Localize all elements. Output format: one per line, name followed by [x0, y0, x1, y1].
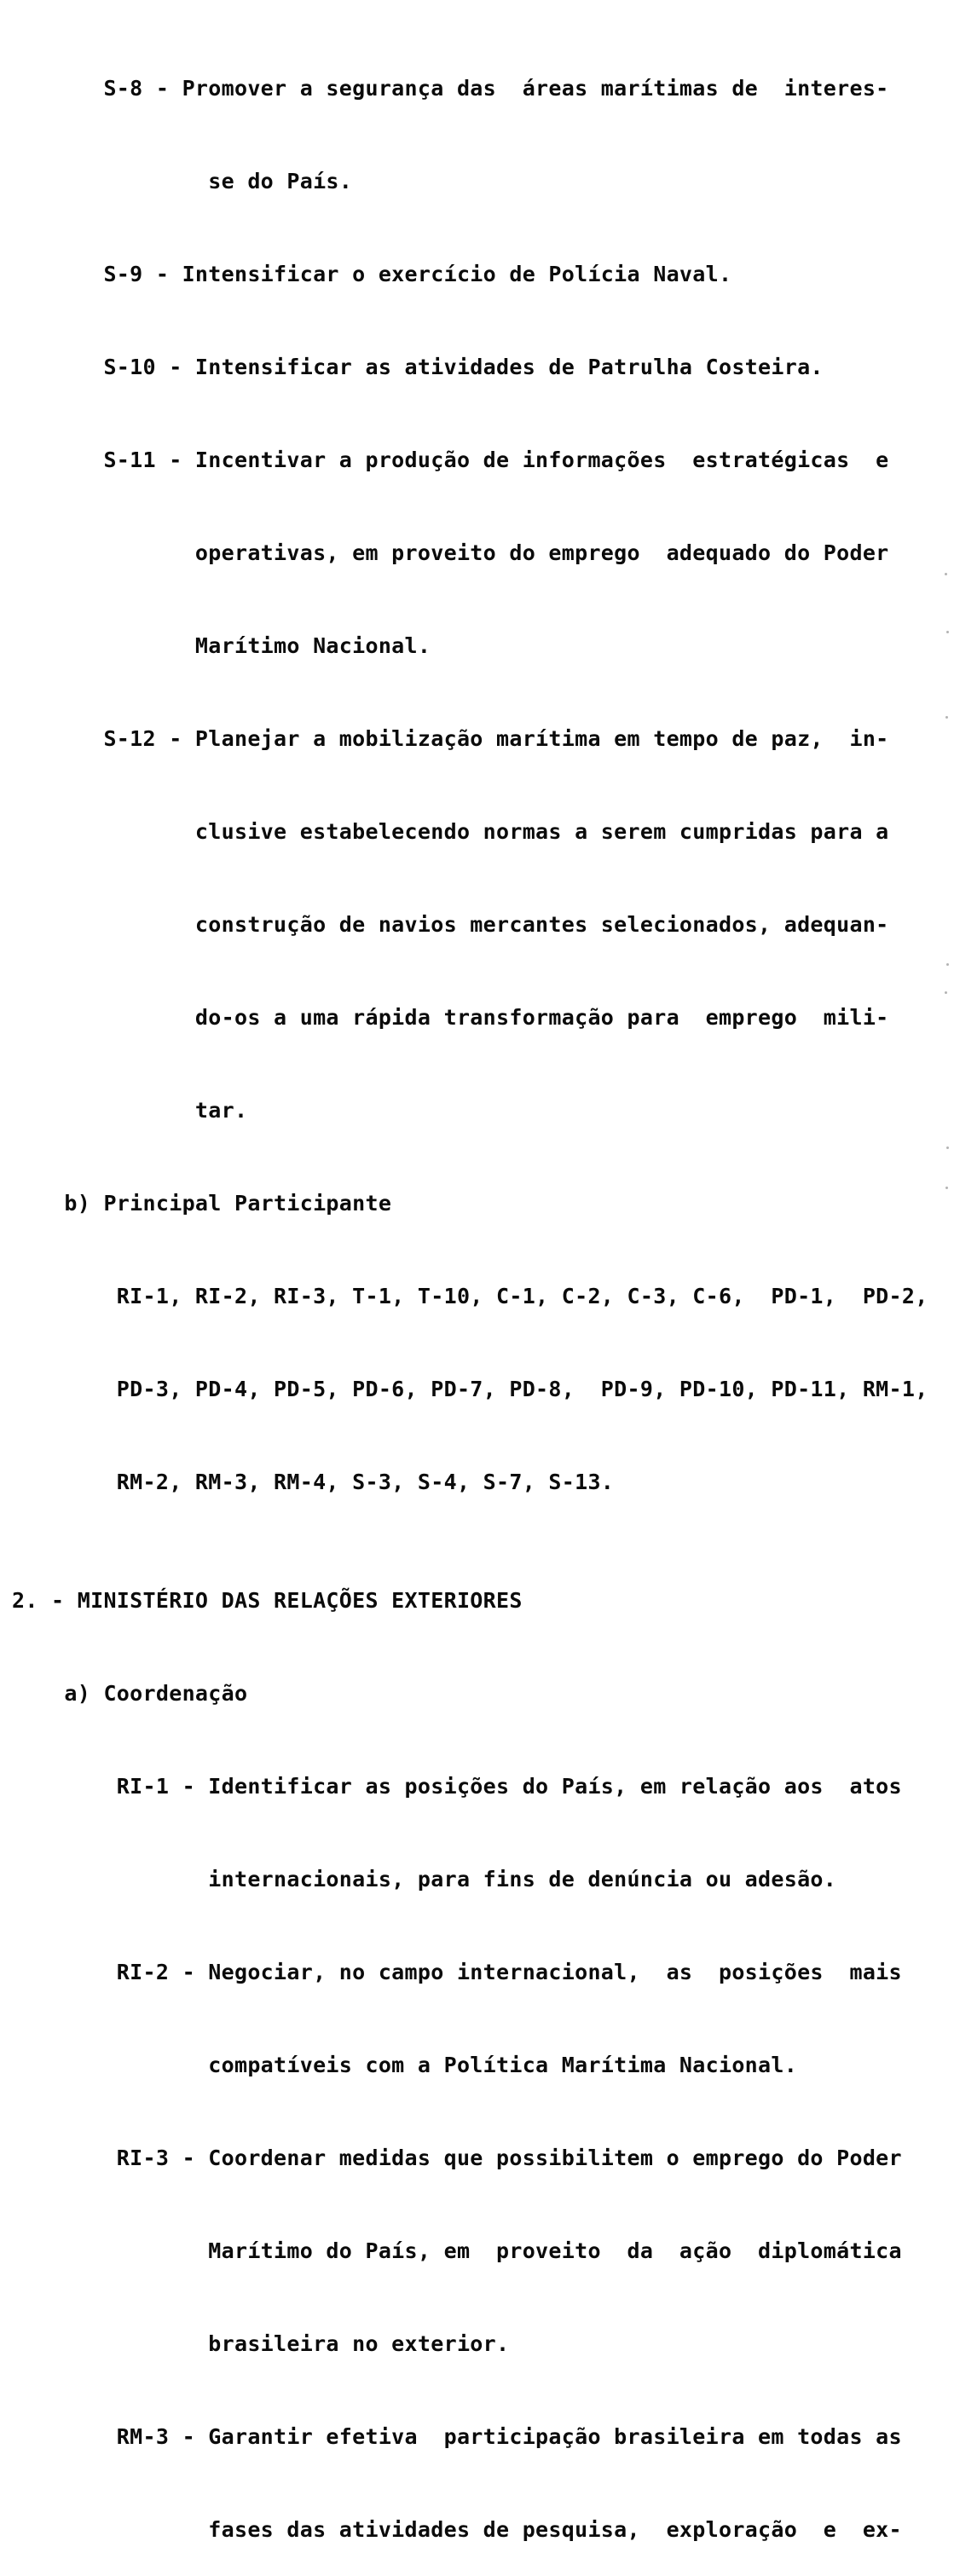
- scan-speck: [945, 1187, 948, 1189]
- item-s8-line-2: se do País.: [12, 169, 353, 193]
- item-s11-line-2: operativas, em proveito do emprego adequado do Poder: [12, 540, 889, 565]
- item-ri2-line-1: RI-2 - Negociar, no campo internacional, as posições mais: [12, 1960, 902, 1984]
- subheading-b: b) Principal Participante: [12, 1191, 392, 1216]
- item-ri3-line-1: RI-3 - Coordenar medidas que possibilitem o emprego do Poder: [12, 2146, 902, 2170]
- scan-speck: [945, 573, 947, 575]
- item-s10-line: S-10 - Intensificar as atividades de Patrulha Costeira.: [12, 355, 824, 379]
- subheading-a: a) Coordenação: [12, 1681, 248, 1706]
- item-s12-line-4: do-os a uma rápida transformação para emprego mili-: [12, 1005, 889, 1030]
- item-s11-line-1: S-11 - Incentivar a produção de informações estratégicas e: [12, 448, 889, 472]
- item-s9-line: S-9 - Intensificar o exercício de Polícia Naval.: [12, 262, 732, 286]
- item-s12-line-5: tar.: [12, 1098, 248, 1123]
- item-s8-line-1: S-8 - Promover a segurança das áreas marítimas de interes-: [12, 76, 889, 101]
- item-s11-line-3: Marítimo Nacional.: [12, 633, 431, 658]
- scan-speck: [945, 716, 948, 719]
- item-s12-line-3: construção de navios mercantes selecionados, adequan-: [12, 912, 889, 937]
- scan-speck: [946, 631, 949, 633]
- item-rm3-line-2: fases das atividades de pesquisa, exploração e ex-: [12, 2517, 902, 2542]
- item-s12-line-2: clusive estabelecendo normas a serem cumpridas para a: [12, 819, 889, 844]
- item-ri3-line-3: brasileira no exterior.: [12, 2331, 510, 2356]
- item-ri1-line-2: internacionais, para fins de denúncia ou adesão.: [12, 1867, 837, 1892]
- item-rm3-line-1: RM-3 - Garantir efetiva participação brasileira em todas as: [12, 2424, 902, 2449]
- item-ri3-line-2: Marítimo do País, em proveito da ação diplomática: [12, 2238, 902, 2263]
- item-s12-line-1: S-12 - Planejar a mobilização marítima em tempo de paz, in-: [12, 726, 889, 751]
- item-ri2-line-2: compatíveis com a Política Marítima Nacional.: [12, 2053, 798, 2077]
- scan-speck: [946, 963, 949, 966]
- scan-speck: [946, 1146, 949, 1149]
- scan-speck: [945, 991, 947, 994]
- participants-line-3: RM-2, RM-3, RM-4, S-3, S-4, S-7, S-13.: [12, 1470, 615, 1494]
- participants-line-1: RI-1, RI-2, RI-3, T-1, T-10, C-1, C-2, C-3, C-6, PD-1, PD-2,: [12, 1284, 928, 1308]
- item-ri1-line-1: RI-1 - Identificar as posições do País, em relação aos atos: [12, 1774, 902, 1799]
- participants-line-2: PD-3, PD-4, PD-5, PD-6, PD-7, PD-8, PD-9, PD-10, PD-11, RM-1,: [12, 1377, 928, 1401]
- section-2-heading: 2. - MINISTÉRIO DAS RELAÇÕES EXTERIORES: [12, 1588, 523, 1613]
